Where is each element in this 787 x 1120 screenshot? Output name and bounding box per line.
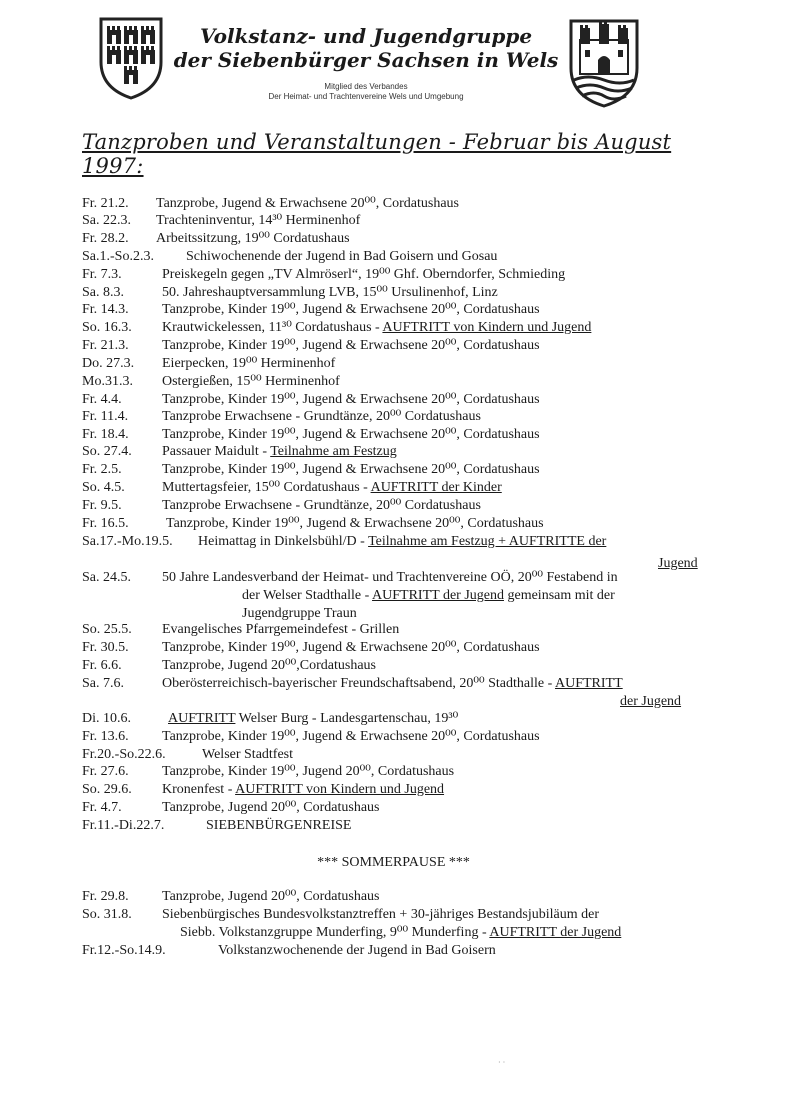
entry-text [156, 196, 459, 212]
entry-date: Fr. 11.4. [82, 409, 129, 424]
entry-text [186, 249, 497, 265]
entry-text [162, 800, 379, 816]
entry-date: Fr. 2.5. [82, 462, 122, 477]
entry-date: Fr. 21.3. [82, 338, 129, 353]
entry-text [162, 338, 540, 354]
entry-date: Do. 27.3. [82, 356, 135, 371]
entry-text [162, 907, 599, 923]
entry-text-main: SIEBENBÜRGENREISE [206, 818, 352, 833]
entry-text [162, 480, 502, 496]
entry-text [162, 267, 565, 283]
entry-text [162, 409, 481, 425]
header-member-line2: Der Heimat- und Trachtenvereine Wels und Umgebung [268, 92, 464, 101]
entry-text [162, 622, 399, 638]
entry-text-main: Tanzprobe, Kinder 19⁰⁰, Jugend & Erwachsene 20⁰⁰, Cordatushaus [162, 462, 540, 477]
crest-left-icon [98, 16, 164, 100]
entry-date: Fr. 9.5. [82, 498, 122, 513]
entry-text-main: Tanzprobe, Jugend 20⁰⁰, Cordatushaus [162, 800, 380, 815]
entry-date: Fr. 16.5. [82, 516, 129, 531]
entry-date: Fr. 7.3. [82, 267, 122, 282]
entry-text [162, 302, 540, 318]
header-title-line1: Volkstanz- und Jugendgruppe [199, 24, 533, 48]
entry-text-main: Schiwochenende der Jugend in Bad Goisern und Gosau [186, 249, 498, 264]
entry-date: Sa. 7.6. [82, 676, 124, 691]
entry-date: Fr. 29.8. [82, 889, 129, 904]
entry-text [162, 392, 540, 408]
entry-text-line2-rest: gemeinsam mit der [503, 588, 615, 603]
entry-text-line2 [242, 588, 615, 604]
entry-text-main: Tanzprobe Erwachsene - Grundtänze, 20⁰⁰ Cordatushaus [162, 498, 481, 513]
entry-date: Fr.12.-So.14.9. [82, 943, 166, 958]
entry-text [162, 320, 591, 336]
entry-text [202, 747, 293, 763]
entry-date: Fr. 13.6. [82, 729, 129, 744]
entry-text-main: Tanzprobe, Jugend 20⁰⁰,Cordatushaus [162, 658, 376, 673]
entry-text [162, 285, 498, 301]
entry-text [156, 213, 360, 229]
entry-text [162, 764, 454, 780]
entry-text-main: Evangelisches Pfarrgemeindefest - Grillen [162, 622, 400, 637]
header-title-line2: der Siebenbürger Sachsen in Wels [173, 48, 559, 72]
entry-highlight: AUFTRITT [554, 676, 623, 691]
entry-text-rest: Welser Burg - Landesgartenschau, 19³⁰ [235, 711, 459, 726]
entry-date: Fr. 21.2. [82, 196, 129, 211]
entry-date: Mo.31.3. [82, 374, 133, 389]
entry-text [162, 444, 397, 460]
entry-text-main: Muttertagsfeier, 15⁰⁰ Cordatushaus - [162, 480, 371, 495]
entry-text-main: Preiskegeln gegen „TV Almröserl“, 19⁰⁰ Ghf. Oberndorfer, Schmieding [162, 267, 566, 282]
entry-date: So. 29.6. [82, 782, 132, 797]
entry-text-main: Tanzprobe, Kinder 19⁰⁰, Jugend & Erwachsene 20⁰⁰, Cordatushaus [162, 302, 540, 317]
entry-text-main: Ostergießen, 15⁰⁰ Herminenhof [162, 374, 340, 389]
entry-text-main: Tanzprobe, Kinder 19⁰⁰, Jugend 20⁰⁰, Cordatushaus [162, 764, 455, 779]
entry-text-main: Siebenbürgisches Bundesvolkstanztreffen + 30-jähriges Bestandsjubiläum der [162, 907, 600, 922]
entry-text [162, 498, 481, 514]
entry-text-main: Tanzprobe, Kinder 19⁰⁰, Jugend & Erwachsene 20⁰⁰, Cordatushaus [166, 516, 544, 531]
entry-date: Fr.20.-So.22.6. [82, 747, 166, 762]
entry-text-main: Heimattag in Dinkelsbühl/D - [198, 534, 369, 549]
entry-date: Fr. 4.7. [82, 800, 122, 815]
entry-text [162, 640, 540, 656]
entry-text-main: Tanzprobe, Kinder 19⁰⁰, Jugend & Erwachsene 20⁰⁰, Cordatushaus [162, 392, 540, 407]
entry-text-main: Arbeitssitzung, 19⁰⁰ Cordatushaus [156, 231, 350, 246]
entry-text [168, 711, 458, 727]
summer-pause: *** SOMMERPAUSE *** [317, 855, 470, 870]
entry-text [162, 374, 340, 390]
entry-highlight: Teilnahme am Festzug [270, 444, 397, 459]
entry-text-main: Oberösterreichisch-bayerischer Freundschaftsabend, 20⁰⁰ Stadthalle - [162, 676, 555, 691]
entry-date: Sa. 24.5. [82, 570, 131, 585]
entry-text-line2-main: der Welser Stadthalle - [242, 588, 373, 603]
entry-date: Fr.11.-Di.22.7. [82, 818, 165, 833]
entry-text-main: Tanzprobe, Kinder 19⁰⁰, Jugend & Erwachsene 20⁰⁰, Cordatushaus [162, 427, 540, 442]
entry-highlight-cont: der Jugend [620, 694, 682, 709]
entry-date: Fr. 18.4. [82, 427, 129, 442]
entry-text-main: Tanzprobe, Jugend 20⁰⁰, Cordatushaus [162, 889, 380, 904]
entry-text-main: Passauer Maidult - [162, 444, 271, 459]
entry-date: So. 27.4. [82, 444, 132, 459]
entry-highlight-cont: Jugend [658, 556, 698, 571]
entry-date: So. 31.8. [82, 907, 132, 922]
entry-highlight: AUFTRITT der Jugend [489, 925, 622, 940]
entry-highlight: Teilnahme am Festzug + AUFTRITTE der [368, 534, 607, 549]
entry-text [162, 889, 379, 905]
entry-text [162, 427, 540, 443]
entry-highlight: AUFTRITT von Kindern und Jugend [382, 320, 592, 335]
scan-speck: · · [498, 1058, 506, 1067]
entry-text-main: Tanzprobe, Kinder 19⁰⁰, Jugend & Erwachsene 20⁰⁰, Cordatushaus [162, 338, 540, 353]
entry-text-main: Welser Stadtfest [202, 747, 294, 762]
entry-text [198, 534, 606, 550]
entry-highlight: AUFTRITT der Jugend [372, 588, 504, 603]
entry-text [162, 676, 623, 692]
entry-text-main: Trachteninventur, 14³⁰ Herminenhof [156, 213, 361, 228]
entry-text-line2-main: Siebb. Volkstanzgruppe Munderfing, 9⁰⁰ Munderfing - [180, 925, 490, 940]
entry-date: So. 16.3. [82, 320, 132, 335]
entry-text [162, 658, 376, 674]
entry-text [162, 462, 540, 478]
header-member-line1: Mitglied des Verbandes [324, 82, 408, 91]
entry-date: Sa.17.-Mo.19.5. [82, 534, 173, 549]
entry-date: So. 4.5. [82, 480, 125, 495]
entry-date: Sa. 22.3. [82, 213, 131, 228]
entry-text-main: Eierpecken, 19⁰⁰ Herminenhof [162, 356, 336, 371]
entry-date: Sa.1.-So.2.3. [82, 249, 154, 264]
crest-right-icon [568, 18, 640, 108]
entry-text-main: 50 Jahre Landesverband der Heimat- und Trachtenvereine OÖ, 20⁰⁰ Festabend in [162, 570, 618, 585]
entry-text [162, 356, 335, 372]
entry-date: Fr. 27.6. [82, 764, 129, 779]
entry-text [156, 231, 350, 247]
entry-text-main: Kronenfest - [162, 782, 236, 797]
entry-text-line3: Jugendgruppe Traun [242, 606, 357, 621]
entry-text [206, 818, 351, 834]
entry-text [162, 729, 540, 745]
entry-date: Sa. 8.3. [82, 285, 124, 300]
entry-date: Di. 10.6. [82, 711, 131, 726]
entry-highlight: AUFTRITT der Kinder [370, 480, 502, 495]
entry-text-main: Tanzprobe, Jugend & Erwachsene 20⁰⁰, Cordatushaus [156, 196, 459, 211]
entry-text [218, 943, 496, 959]
entry-date: Fr. 6.6. [82, 658, 122, 673]
entry-date: Fr. 30.5. [82, 640, 129, 655]
entry-text-main: Tanzprobe Erwachsene - Grundtänze, 20⁰⁰ Cordatushaus [162, 409, 481, 424]
entry-text [162, 570, 618, 586]
entry-text-main: 50. Jahreshauptversammlung LVB, 15⁰⁰ Ursulinenhof, Linz [162, 285, 498, 300]
entry-text-main: Krautwickelessen, 11³⁰ Cordatushaus - [162, 320, 383, 335]
entry-date: Fr. 4.4. [82, 392, 122, 407]
entry-date: Fr. 28.2. [82, 231, 129, 246]
entry-text-main: Tanzprobe, Kinder 19⁰⁰, Jugend & Erwachsene 20⁰⁰, Cordatushaus [162, 729, 540, 744]
entry-text [166, 516, 544, 532]
entry-highlight: AUFTRITT [168, 711, 236, 726]
entry-date: Fr. 14.3. [82, 302, 129, 317]
entry-text-line2 [180, 925, 621, 941]
section-title: Tanzproben und Veranstaltungen - Februar bis August 1997: [82, 130, 672, 178]
entry-text [162, 782, 444, 798]
entry-highlight: AUFTRITT von Kindern und Jugend [235, 782, 445, 797]
entry-text-main: Tanzprobe, Kinder 19⁰⁰, Jugend & Erwachsene 20⁰⁰, Cordatushaus [162, 640, 540, 655]
entry-date: So. 25.5. [82, 622, 132, 637]
entry-text-main: Volkstanzwochenende der Jugend in Bad Goisern [218, 943, 496, 958]
